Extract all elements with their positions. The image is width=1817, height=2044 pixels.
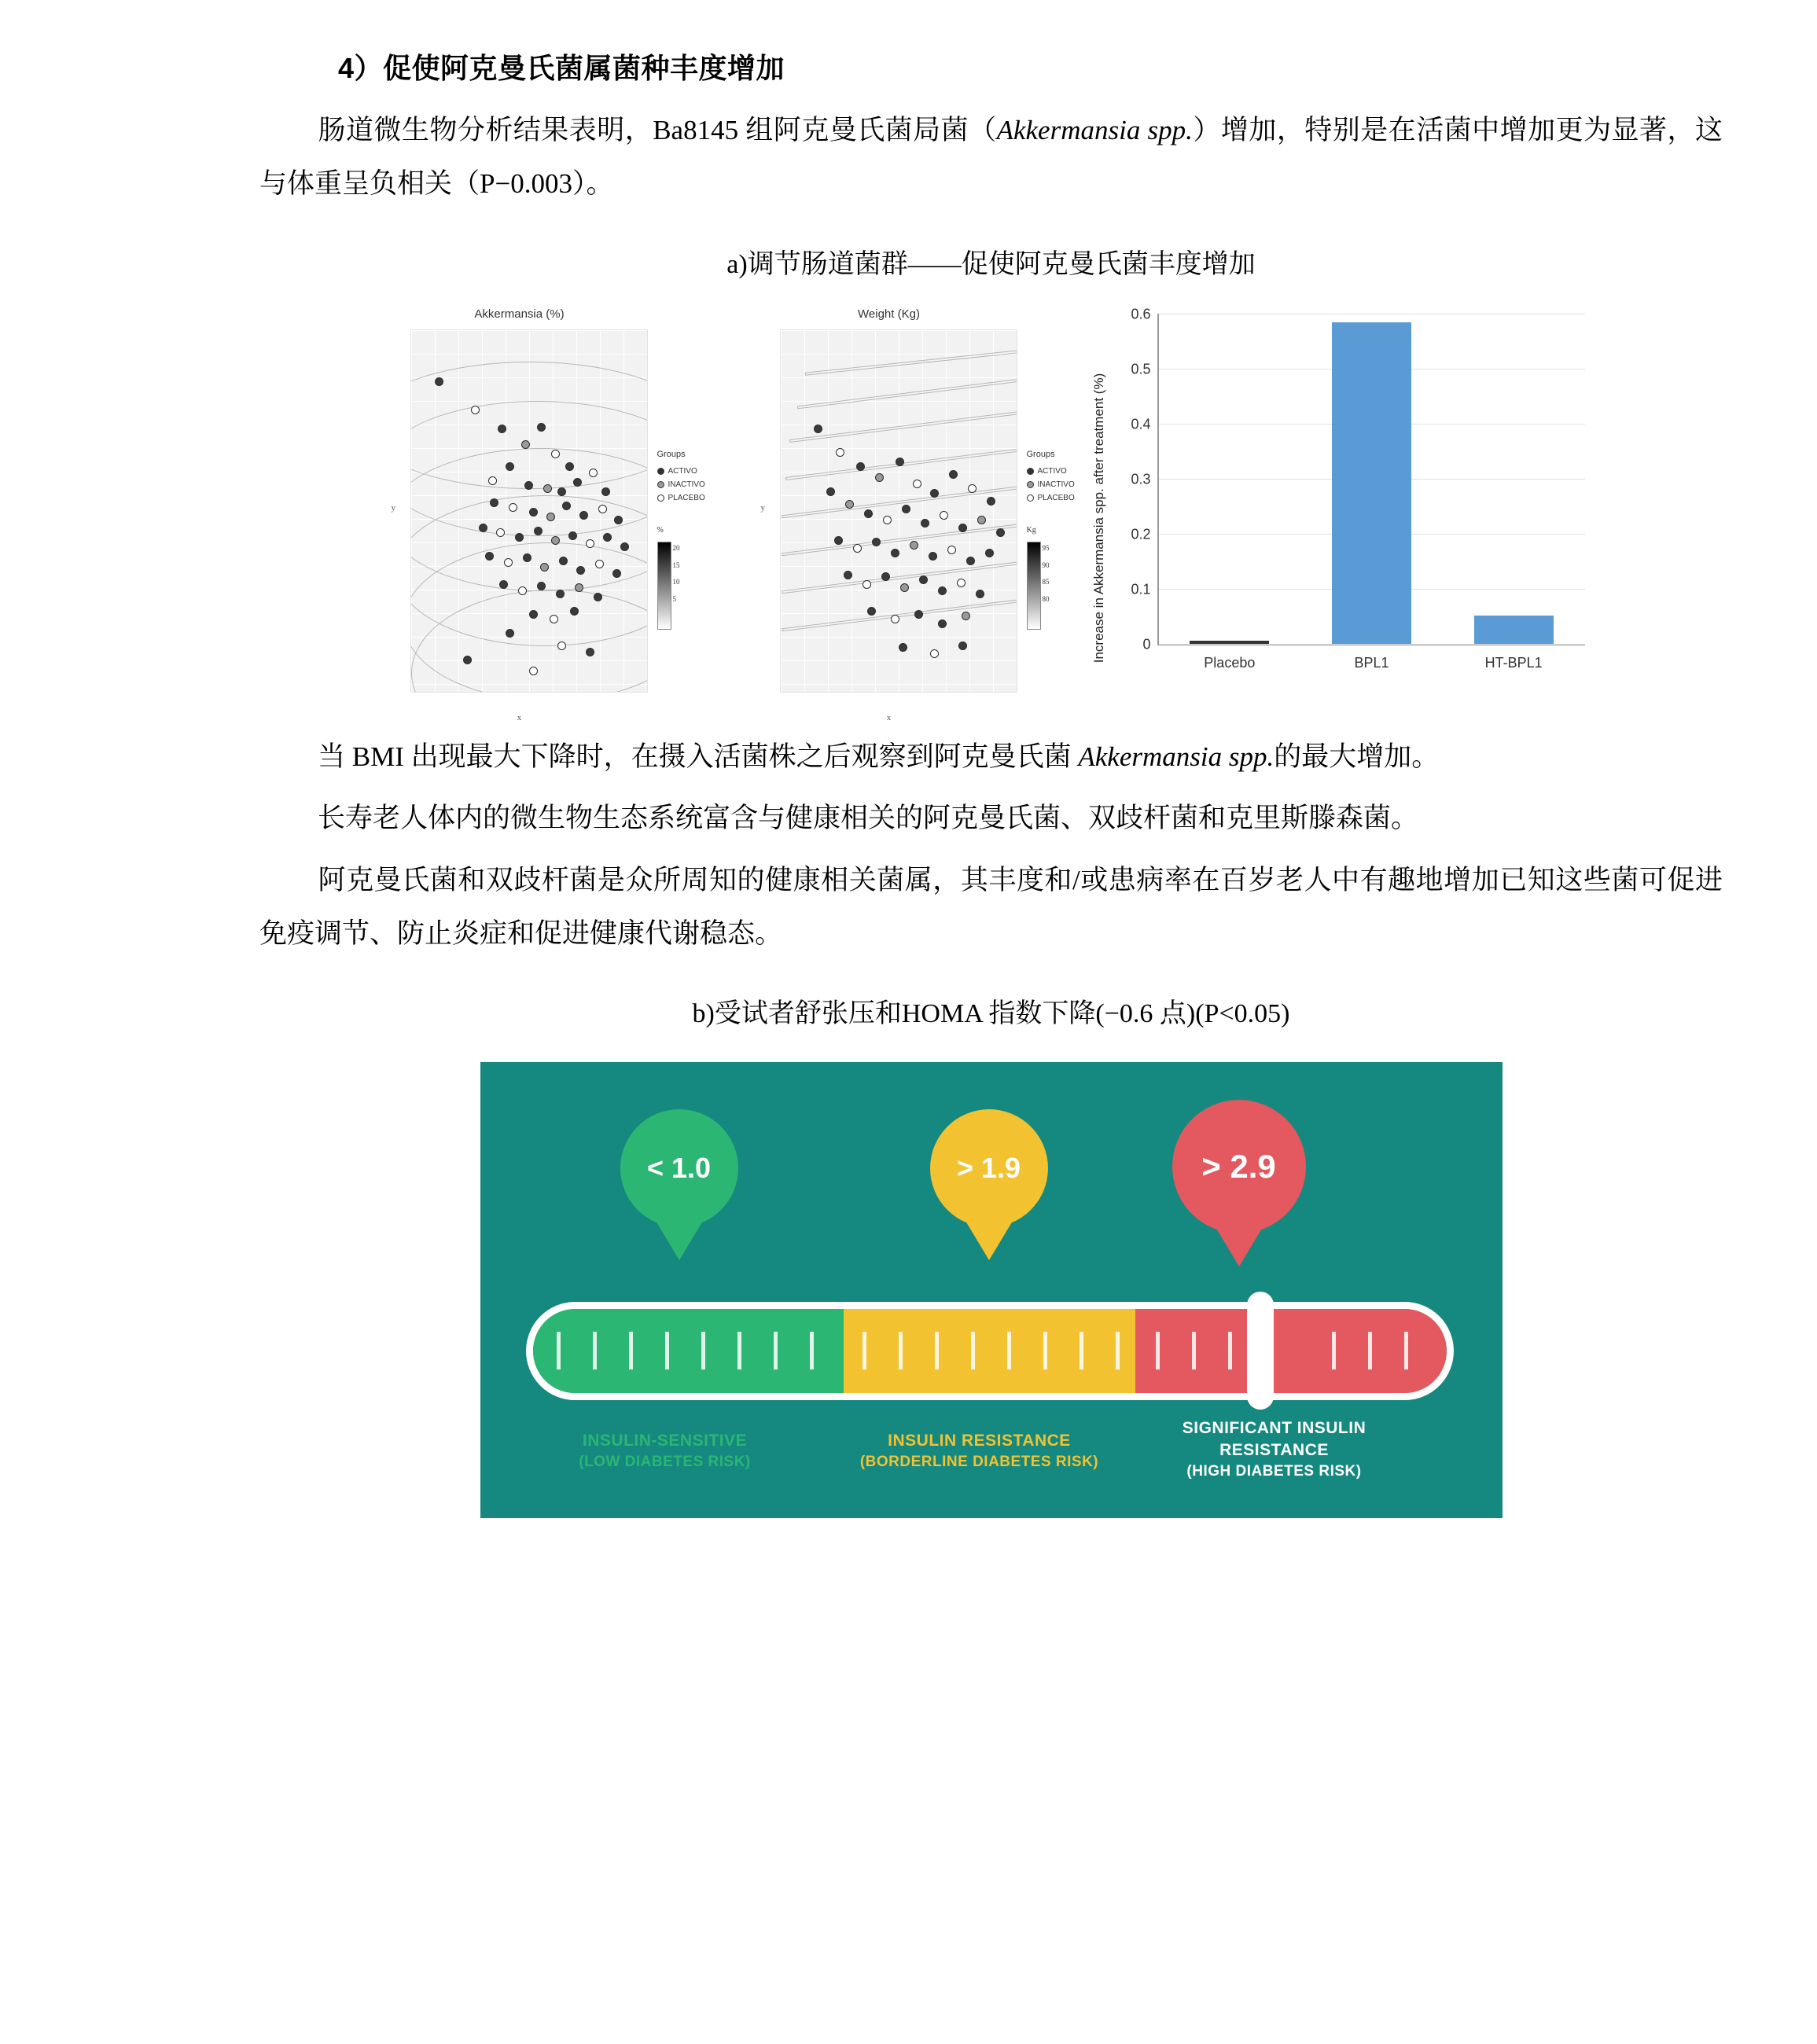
- scatter-2-legend: [1027, 447, 1075, 505]
- pin-insulin-sensitive: [620, 1109, 738, 1227]
- bar-chart-gridline: [1142, 636, 1585, 653]
- paragraph-intro: [259, 104, 1723, 211]
- paragraph-longevity-text: 长寿老人体内的微生物生态系统富含与健康相关的阿克曼氏菌、双歧杆菌和克里斯滕森菌。: [318, 803, 1419, 834]
- label-title: SIGNIFICANT INSULIN RESISTANCE: [1182, 1418, 1366, 1460]
- scatter-2-xlabel: x: [886, 713, 892, 723]
- legend-item: [1027, 491, 1075, 505]
- colorbar-tick: 90: [1042, 561, 1050, 569]
- bar-chart-ytick-label: 0.5: [1131, 361, 1151, 377]
- label-insulin-sensitive: [535, 1430, 795, 1472]
- scatter-2-colorbar: [1027, 542, 1041, 630]
- colorbar-tick: 85: [1042, 578, 1050, 586]
- pin-significant-insulin-resistance: [1172, 1100, 1306, 1233]
- scatter-1-colorbar-ticks: [673, 540, 680, 608]
- legend-label: ACTIVO: [668, 466, 697, 476]
- insulin-resistance-infographic: [480, 1062, 1503, 1518]
- scatter-1-title: Akkermansia (%): [474, 307, 565, 322]
- scatter-1-colorbar: [657, 542, 671, 630]
- legend-dot-icon: [657, 481, 664, 488]
- risk-gauge: [526, 1302, 1454, 1400]
- species-name-italic: Akkermansia spp.: [1078, 741, 1274, 773]
- bar-chart-ytick-label: 0.2: [1131, 526, 1151, 542]
- legend-dot-icon: [1027, 468, 1034, 475]
- bar-chart-ytick-label: 0: [1142, 636, 1151, 653]
- colorbar-tick: 20: [672, 544, 680, 553]
- scatter-2-title: Weight (Kg): [858, 307, 920, 322]
- pin-value: < 1.0: [646, 1151, 712, 1184]
- legend-item: [657, 478, 705, 491]
- label-significant-insulin-resistance: [1141, 1417, 1408, 1482]
- bar-chart-ytick-label: 0.3: [1131, 471, 1151, 487]
- label-sub: (LOW DIABETES RISK): [579, 1454, 751, 1471]
- paragraph-intro-part2: ）增加，特别是在活菌中增加更为显著，这与体重呈负相关（P−0.003）。: [259, 115, 1723, 200]
- scatter-1-xlabel: x: [517, 713, 522, 723]
- scatter-2-ylabel: y: [760, 502, 765, 513]
- legend-title: Groups: [1026, 450, 1055, 460]
- legend-label: ACTIVO: [1037, 466, 1067, 476]
- colorbar-tick: 80: [1042, 594, 1050, 603]
- bar-chart-akkermansia-increase: [1090, 306, 1593, 730]
- paragraph-bmi-part1: 当 BMI 出现最大下降时，在摄入活菌株之后观察到阿克曼氏菌: [318, 741, 1079, 773]
- bar-chart-bar: [1474, 616, 1554, 644]
- label-sub: (BORDERLINE DIABETES RISK): [859, 1454, 1099, 1471]
- gauge-segment-red: [1135, 1309, 1446, 1393]
- legend-item: [657, 465, 705, 478]
- figure-a: [259, 306, 1723, 730]
- bar-chart-xtick-label: HT-BPL1: [1484, 655, 1543, 671]
- scatter-2-colorbar-label: Kg: [1026, 526, 1036, 535]
- paragraph-health-genera: [259, 854, 1723, 961]
- bar-chart-ytick-label: 0.6: [1131, 306, 1151, 322]
- legend-dot-icon: [657, 494, 664, 502]
- paragraph-health-genera-text: 阿克曼氏菌和双歧杆菌是众所周知的健康相关菌属，其丰度和/或患病率在百岁老人中有趣地增加已知这些菌可促进免疫调节、防止炎症和促进健康代谢稳态。: [259, 864, 1723, 949]
- paragraph-longevity: [259, 792, 1723, 845]
- bar-chart-plot-area: [1131, 306, 1585, 671]
- legend-dot-icon: [1027, 494, 1034, 502]
- pin-insulin-resistance: [930, 1109, 1048, 1227]
- paragraph-intro-part1: 肠道微生物分析结果表明，Ba8145 组阿克曼氏菌局菌（: [318, 115, 997, 145]
- colorbar-tick: 5: [672, 594, 676, 603]
- label-insulin-resistance: [811, 1430, 1149, 1472]
- scatter-1-colorbar-label: %: [657, 526, 664, 535]
- label-title: INSULIN-SENSITIVE: [582, 1431, 748, 1450]
- scatter-1-ylabel: y: [391, 502, 395, 513]
- figure-a-caption: a)调节肠道菌群——促使阿克曼氏菌丰度增加: [726, 249, 1256, 279]
- bar-chart-ylabel: Increase in Akkermansia spp. after treatment (%): [1091, 373, 1106, 664]
- page-title: 4）促使阿克曼氏菌属菌种丰度增加: [338, 52, 785, 84]
- scatter-2-canvas: [780, 329, 1017, 693]
- paragraph-bmi: [259, 730, 1723, 784]
- scatter-1-legend: [657, 447, 705, 505]
- bar-chart-xtick-label: BPL1: [1354, 655, 1389, 671]
- figure-b-caption: b)受试者舒张压和HOMA 指数下降(−0.6 点)(P<0.05): [692, 999, 1290, 1029]
- legend-dot-icon: [1027, 481, 1034, 488]
- scatter-2-colorbar-ticks: [1043, 540, 1050, 608]
- colorbar-tick: 95: [1042, 544, 1050, 553]
- gauge-segment-green: [533, 1309, 844, 1393]
- figure-b: [259, 1062, 1723, 1518]
- pin-value: > 1.9: [956, 1151, 1021, 1184]
- legend-dot-icon: [657, 468, 664, 475]
- legend-label: INACTIVO: [1037, 480, 1075, 489]
- legend-label: PLACEBO: [668, 493, 705, 502]
- bar-chart-bar: [1190, 641, 1269, 644]
- legend-label: PLACEBO: [1037, 493, 1075, 502]
- legend-item: [657, 491, 705, 505]
- bar-chart-xtick-label: Placebo: [1204, 655, 1256, 671]
- bar-chart-ytick-label: 0.4: [1131, 416, 1151, 432]
- scatter-1-canvas: [410, 329, 648, 693]
- scatter-plot-weight: [760, 307, 1075, 723]
- bar-chart-bar: [1332, 322, 1411, 645]
- legend-title: Groups: [657, 450, 686, 460]
- gauge-marker: [1247, 1292, 1274, 1410]
- paragraph-bmi-part2: 的最大增加。: [1274, 741, 1440, 773]
- pin-value: > 2.9: [1201, 1147, 1276, 1185]
- gauge-segment-yellow: [844, 1309, 1136, 1393]
- bar-chart-ytick-label: 0.1: [1131, 581, 1151, 597]
- legend-label: INACTIVO: [668, 480, 705, 489]
- legend-item: [1027, 465, 1075, 478]
- species-name-italic: Akkermansia spp.: [996, 115, 1193, 145]
- colorbar-tick: 10: [672, 578, 680, 586]
- label-sub: (HIGH DIABETES RISK): [1186, 1463, 1362, 1480]
- colorbar-tick: 15: [672, 561, 680, 569]
- legend-item: [1027, 478, 1075, 491]
- scatter-plot-akkermansia: [390, 307, 705, 723]
- label-title: INSULIN RESISTANCE: [888, 1431, 1071, 1450]
